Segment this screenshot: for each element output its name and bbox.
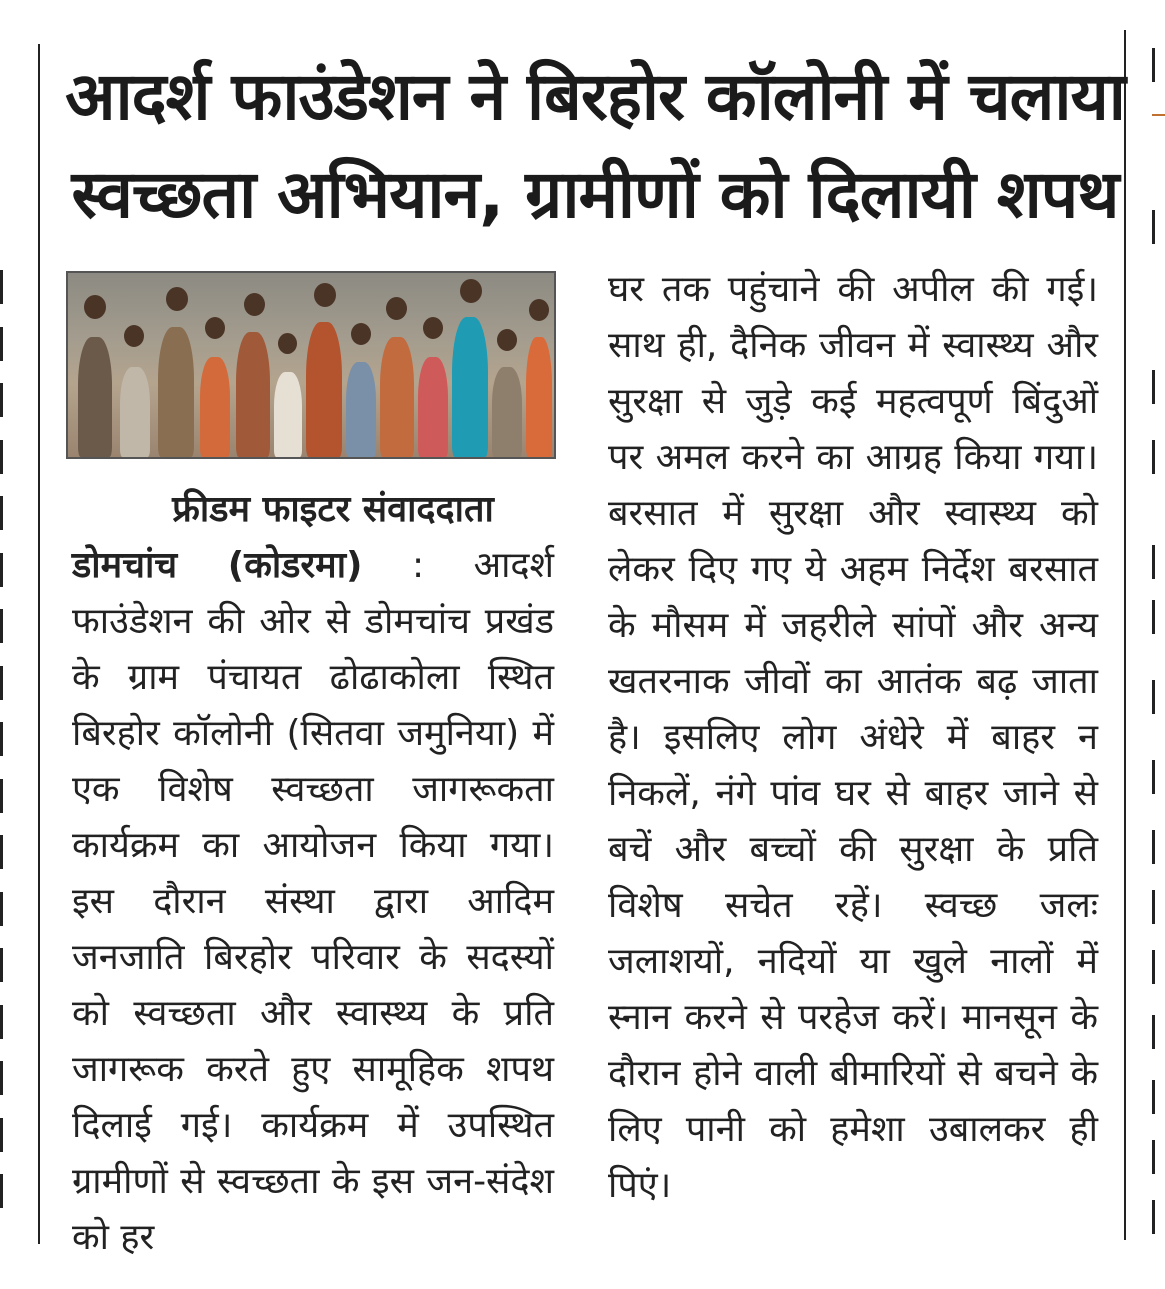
group-photo-image (66, 271, 556, 459)
adjacent-article-right-edge (1140, 40, 1165, 1260)
dateline-separator: : (362, 545, 474, 586)
headline-line-1: आदर्श फाउंडेशन ने बिरहोर कॉलोनी में चलाया (65, 58, 1125, 135)
article-column-2 (608, 262, 1098, 1214)
adjacent-article-left-edge (0, 270, 10, 1250)
byline: फ्रीडम फाइटर संवाददाता (172, 489, 494, 530)
article-paragraph-1 (72, 538, 554, 1266)
column-1-text: आदर्श फाउंडेशन की ओर से डोमचांच प्रखंड के ग्राम पंचायत ढोढाकोला स्थित बिरहोर कॉलोनी (सितवा जमुनिया) में एक विशेष स्वच्छता जागरूकता कार्यक्रम का आयोजन किया गया। इस दौरान संस्था द्वारा आदिम जनजाति बिरहोर परिवार के सदस्यों को स्वच्छता और स्वास्थ्य के प्रति जागरूक करते हुए सामूहिक शपथ दिलाई गई। कार्यक्रम में उपस्थित ग्रामीणों से स्वच्छता के इस जन-संदेश को हर (72, 545, 554, 1258)
dateline: डोमचांच (कोडरमा) (72, 545, 363, 586)
article-headline (60, 48, 1130, 244)
left-column-rule (38, 44, 40, 1244)
headline-line-2: स्वच्छता अभियान, ग्रामीणों को दिलायी शपथ (71, 156, 1119, 233)
column-2-text: घर तक पहुंचाने की अपील की गई। साथ ही, दैनिक जीवन में स्वास्थ्य और सुरक्षा से जुड़े कई महत्वपूर्ण बिंदुओं पर अमल करने का आग्रह किया गया। बरसात में सुरक्षा और स्वास्थ्य को लेकर दिए गए ये अहम निर्देश बरसात के मौसम में जहरीले सांपों और अन्य खतरनाक जीवों का आतंक बढ़ जाता है। इसलिए लोग अंधेरे में बाहर न निकलें, नंगे पांव घर से बाहर जाने से बचें और बच्चों की सुरक्षा के प्रति विशेष सचेत रहें। स्वच्छ जलः जलाशयों, नदियों या खुले नालों में स्नान करने से परहेज करें। मानसून के दौरान होने वाली बीमारियों से बचने के लिए पानी को हमेशा उबालकर ही पिएं। (608, 269, 1098, 1206)
article-column-1 (72, 482, 554, 1266)
